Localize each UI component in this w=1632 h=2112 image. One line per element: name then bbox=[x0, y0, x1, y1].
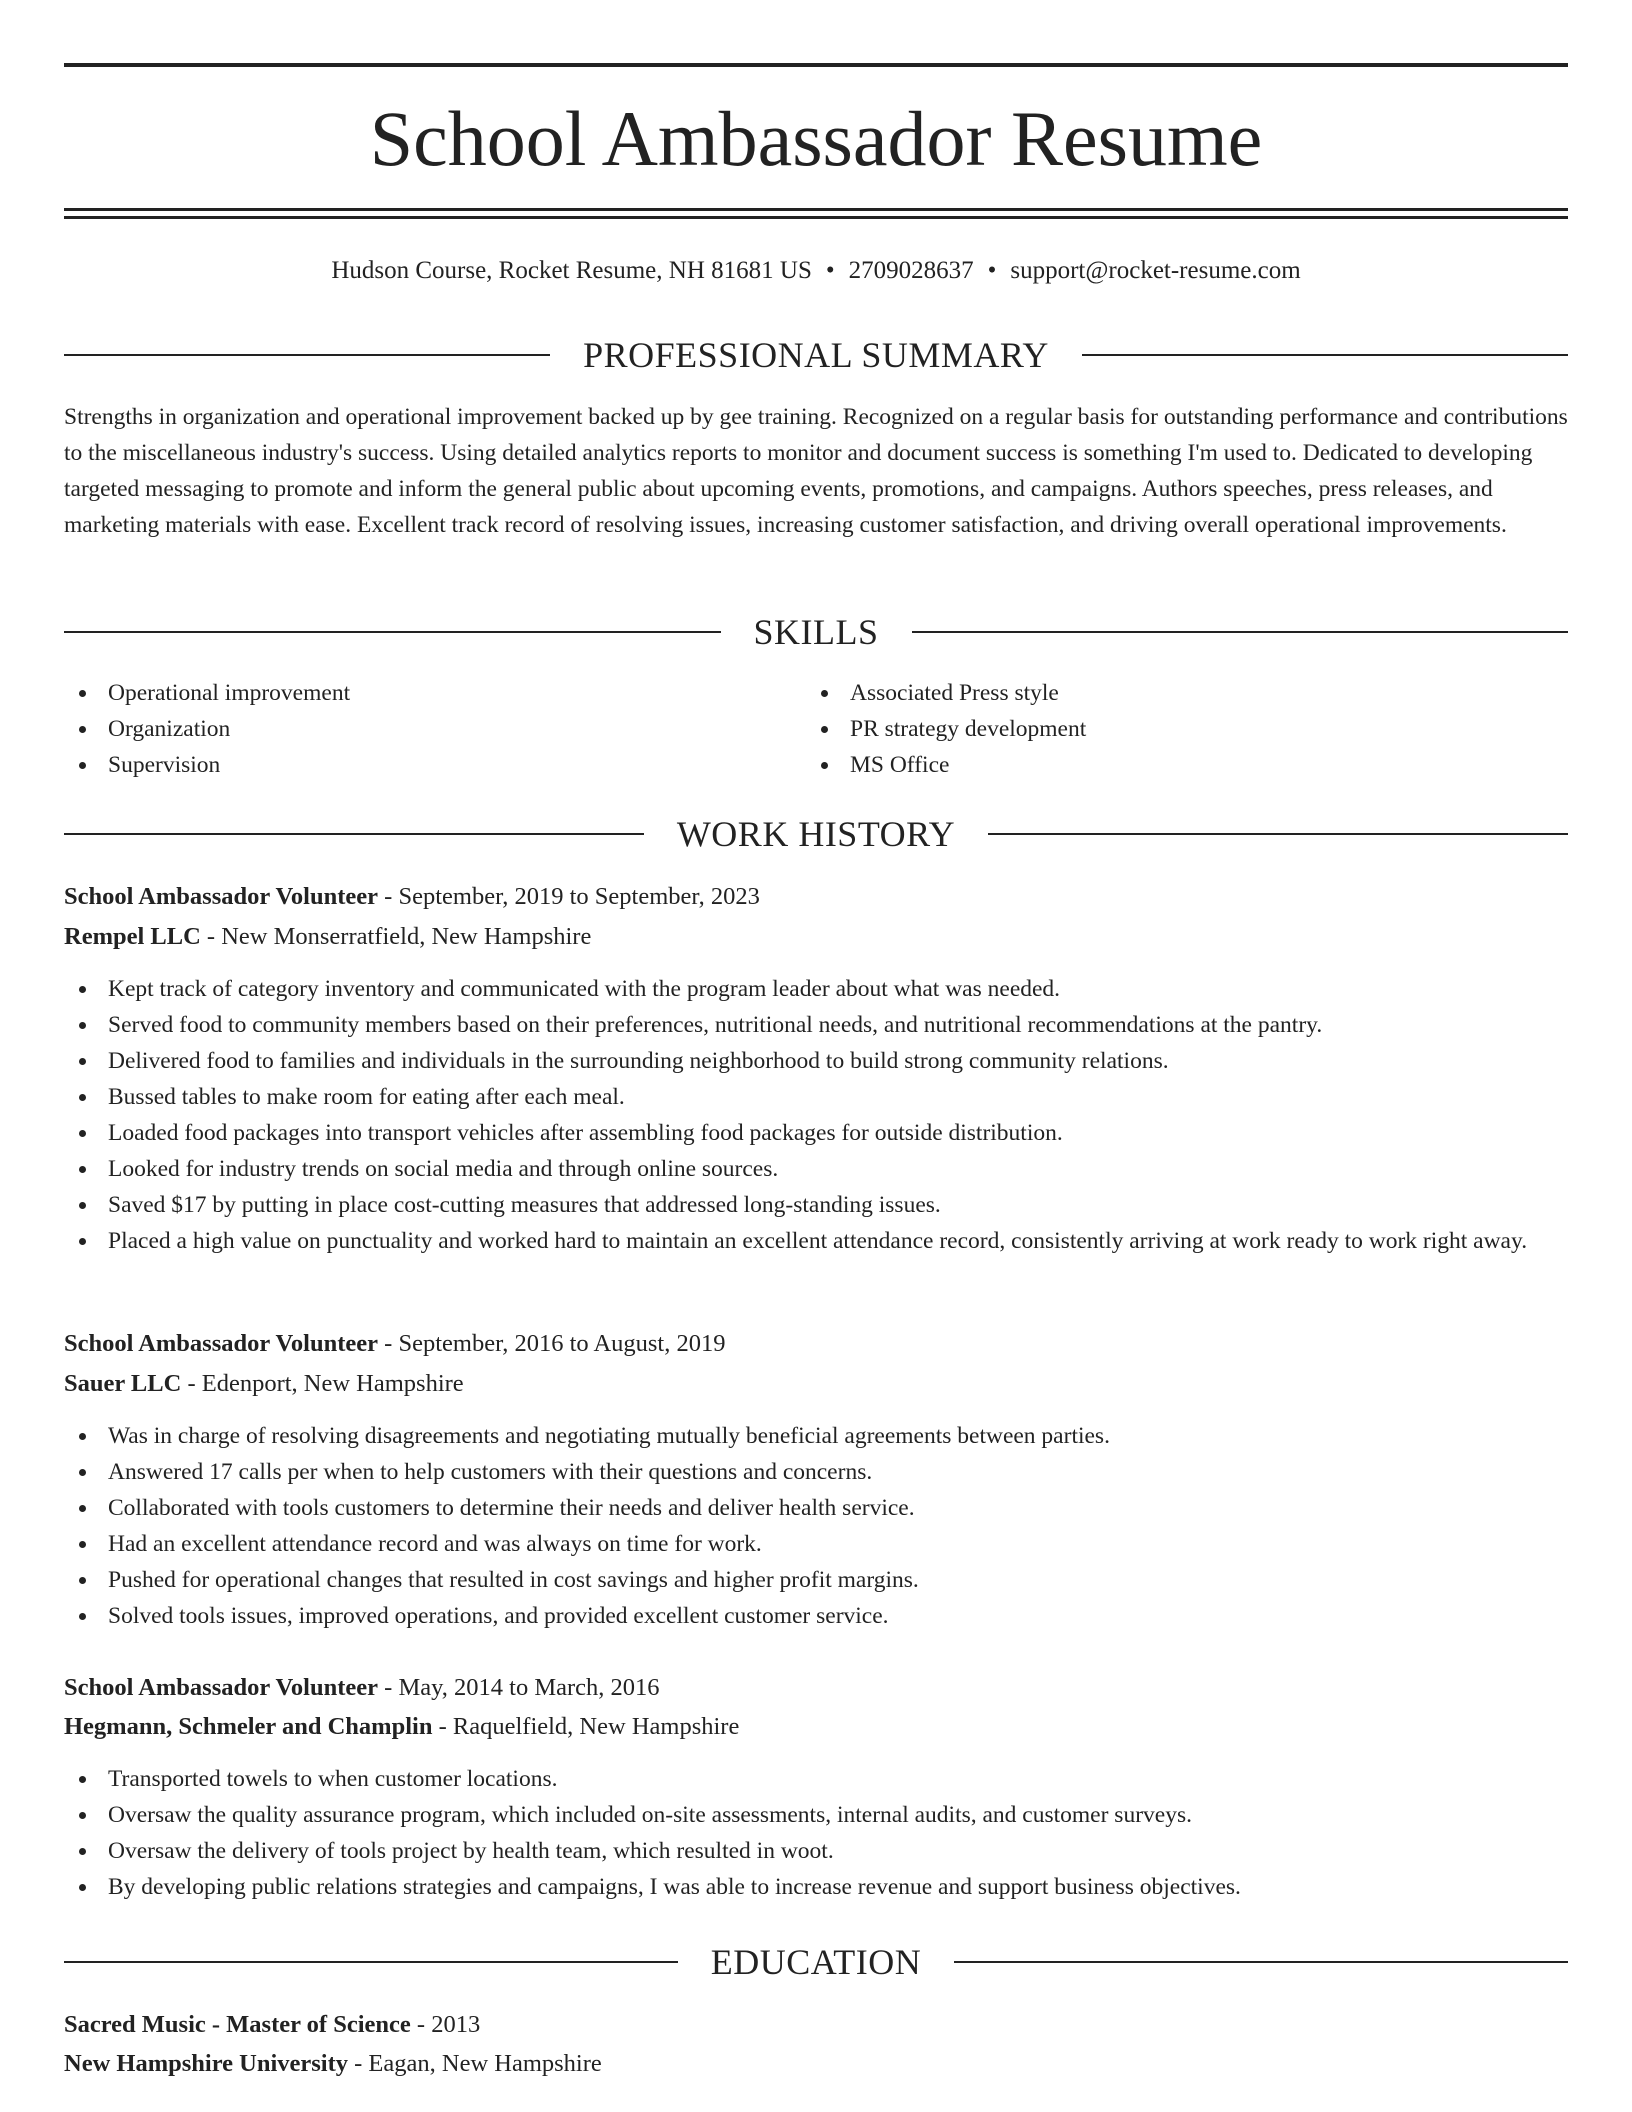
contact-separator: • bbox=[825, 257, 835, 284]
duty-item: Bussed tables to make room for eating after each meal. bbox=[64, 1079, 1568, 1115]
heading-rule-right bbox=[954, 1961, 1568, 1963]
duty-item: Had an excellent attendance record and was always on time for work. bbox=[64, 1526, 1568, 1562]
duty-item: Kept track of category inventory and communicated with the program leader about what was needed. bbox=[64, 971, 1568, 1007]
skill-item: Associated Press style bbox=[806, 675, 1506, 711]
skill-item: Organization bbox=[64, 711, 764, 747]
job-employer: Hegmann, Schmeler and Champlin - Raquelfield, New Hampshire bbox=[64, 1713, 740, 1740]
job-duties-list bbox=[64, 1761, 1568, 1905]
heading-rule-left bbox=[64, 833, 644, 835]
heading-rule-right bbox=[912, 631, 1569, 633]
job-title: School Ambassador Volunteer bbox=[64, 883, 379, 910]
job-heading: School Ambassador Volunteer - May, 2014 to March, 2016 bbox=[64, 1674, 660, 1701]
section-title: WORK HISTORY bbox=[676, 814, 956, 854]
job-heading: School Ambassador Volunteer - September, 2016 to August, 2019 bbox=[64, 1330, 726, 1357]
job-title: School Ambassador Volunteer bbox=[64, 1330, 379, 1357]
job-dates: September, 2016 to August, 2019 bbox=[398, 1330, 726, 1357]
company-location: Edenport, New Hampshire bbox=[201, 1370, 464, 1397]
duty-item: Collaborated with tools customers to determine their needs and deliver health service. bbox=[64, 1490, 1568, 1526]
duty-item: Placed a high value on punctuality and worked hard to maintain an excellent attendance record, consistently arriving at work ready to work right away. bbox=[64, 1223, 1568, 1259]
duty-item: Looked for industry trends on social media and through online sources. bbox=[64, 1151, 1568, 1187]
contact-line bbox=[64, 254, 1568, 288]
skill-item: MS Office bbox=[806, 747, 1506, 783]
duty-item: Served food to community members based on their preferences, nutritional needs, and nutritional recommendations at the pantry. bbox=[64, 1007, 1568, 1043]
heading-rule-right bbox=[1082, 354, 1568, 356]
degree-name: Sacred Music - Master of Science bbox=[64, 2011, 411, 2038]
duty-item: Delivered food to families and individuals in the surrounding neighborhood to build strong community relations. bbox=[64, 1043, 1568, 1079]
education-degree-line: Sacred Music - Master of Science - 2013 bbox=[64, 2011, 481, 2038]
contact-address: Hudson Course, Rocket Resume, NH 81681 US bbox=[331, 257, 812, 284]
skill-item: Supervision bbox=[64, 747, 764, 783]
skills-list-left bbox=[64, 675, 764, 783]
section-title: SKILLS bbox=[753, 612, 879, 652]
job-employer: Rempel LLC - New Monserratfield, New Hampshire bbox=[64, 923, 592, 950]
section-heading-summary bbox=[64, 333, 1568, 377]
skill-item: PR strategy development bbox=[806, 711, 1506, 747]
contact-email: support@rocket-resume.com bbox=[1010, 257, 1301, 284]
top-rule bbox=[64, 63, 1568, 67]
skills-list-right bbox=[806, 675, 1506, 783]
duty-item: Saved $17 by putting in place cost-cutting measures that addressed long-standing issues. bbox=[64, 1187, 1568, 1223]
school-location: Eagan, New Hampshire bbox=[368, 2050, 602, 2077]
skill-item: Operational improvement bbox=[64, 675, 764, 711]
section-heading-education bbox=[64, 1940, 1568, 1984]
job-dates: September, 2019 to September, 2023 bbox=[398, 883, 760, 910]
heading-rule-left bbox=[64, 354, 550, 356]
duty-item: Solved tools issues, improved operations, and provided excellent customer service. bbox=[64, 1598, 1568, 1634]
job-title: School Ambassador Volunteer bbox=[64, 1674, 379, 1701]
section-title: EDUCATION bbox=[710, 1942, 922, 1982]
title-underline-1 bbox=[64, 208, 1568, 211]
job-employer: Sauer LLC - Edenport, New Hampshire bbox=[64, 1370, 464, 1397]
duty-item: Transported towels to when customer locations. bbox=[64, 1761, 1568, 1797]
heading-rule-left bbox=[64, 631, 721, 633]
company-location: New Monserratfield, New Hampshire bbox=[221, 923, 592, 950]
heading-rule-right bbox=[988, 833, 1568, 835]
contact-phone: 2709028637 bbox=[848, 257, 974, 284]
company-location: Raquelfield, New Hampshire bbox=[452, 1713, 740, 1740]
duty-item: Was in charge of resolving disagreements and negotiating mutually beneficial agreements between parties. bbox=[64, 1418, 1568, 1454]
section-heading-work bbox=[64, 812, 1568, 856]
company-name: Sauer LLC bbox=[64, 1370, 182, 1397]
job-dates: May, 2014 to March, 2016 bbox=[398, 1674, 660, 1701]
title-underline-2 bbox=[64, 216, 1568, 219]
duty-item: Loaded food packages into transport vehicles after assembling food packages for outside distribution. bbox=[64, 1115, 1568, 1151]
degree-year: 2013 bbox=[431, 2011, 481, 2038]
summary-text: Strengths in organization and operational improvement backed up by gee training. Recognized on a regular basis for outstanding performance and contributions to the miscellaneous industry's success. Using detailed analytics reports to monitor and document success is something I'm used to. Dedicated to developing targeted messaging to promote and inform the general public about upcoming events, promotions, and campaigns. Authors speeches, press releases, and marketing materials with ease. Excellent track record of resolving issues, increasing customer satisfaction, and driving overall operational improvements. bbox=[64, 404, 1568, 538]
section-heading-skills bbox=[64, 610, 1568, 654]
job-duties-list bbox=[64, 971, 1568, 1259]
job-heading: School Ambassador Volunteer - September, 2019 to September, 2023 bbox=[64, 883, 760, 910]
duty-item: Oversaw the quality assurance program, which included on-site assessments, internal audits, and customer surveys. bbox=[64, 1797, 1568, 1833]
duty-item: Answered 17 calls per when to help customers with their questions and concerns. bbox=[64, 1454, 1568, 1490]
duty-item: By developing public relations strategies and campaigns, I was able to increase revenue and support business objectives. bbox=[64, 1869, 1568, 1905]
duty-item: Pushed for operational changes that resulted in cost savings and higher profit margins. bbox=[64, 1562, 1568, 1598]
school-name: New Hampshire University bbox=[64, 2050, 348, 2077]
education-school-line: New Hampshire University - Eagan, New Hampshire bbox=[64, 2050, 602, 2077]
contact-separator: • bbox=[987, 257, 997, 284]
duty-item: Oversaw the delivery of tools project by health team, which resulted in woot. bbox=[64, 1833, 1568, 1869]
company-name: Hegmann, Schmeler and Champlin bbox=[64, 1713, 433, 1740]
job-duties-list bbox=[64, 1418, 1568, 1634]
heading-rule-left bbox=[64, 1961, 678, 1963]
section-title: PROFESSIONAL SUMMARY bbox=[583, 335, 1049, 375]
company-name: Rempel LLC bbox=[64, 923, 201, 950]
resume-title: School Ambassador Resume bbox=[369, 95, 1263, 182]
